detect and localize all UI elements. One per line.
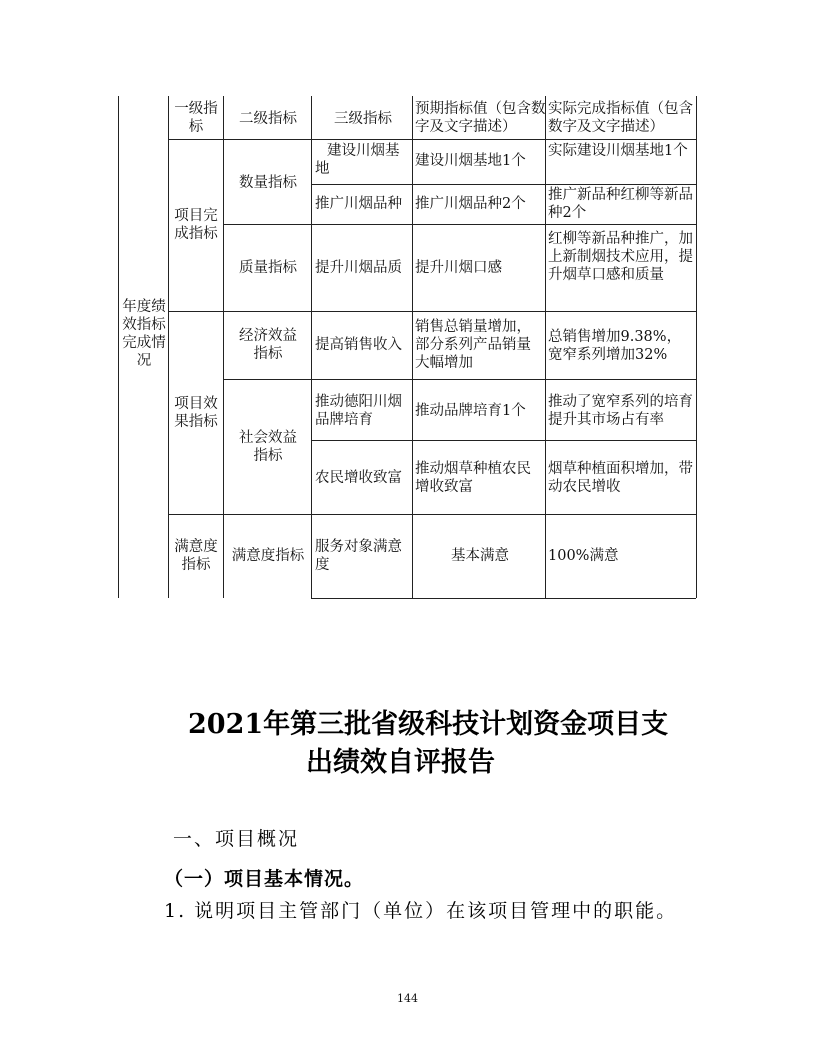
- header-level2: 二级指标: [239, 111, 297, 127]
- header-level3: 三级指标: [334, 111, 392, 127]
- row-expected: 推动品牌培育1个: [415, 403, 526, 419]
- section-heading: 一、项目概况: [173, 828, 300, 850]
- row-indicator: 推广川烟品种: [315, 196, 402, 212]
- row-actual: 红柳等新品种推广，加上新制烟技术应用，提升烟草口感和质量: [548, 231, 693, 283]
- row-indicator: 提高销售收入: [315, 337, 402, 353]
- header-expected: 预期指标值（包含数字及文字描述）: [415, 101, 546, 135]
- row-expected: 销售总销量增加，部分系列产品销量大幅增加: [415, 319, 531, 371]
- row-actual: 烟草种植面积增加，带动农民增收: [548, 461, 693, 495]
- numbered-item: 1. 说明项目主管部门（单位）在该项目管理中的职能。: [164, 900, 678, 922]
- row-expected: 提升川烟口感: [415, 260, 502, 276]
- subgroup-social: 社会效益指标: [239, 430, 297, 464]
- row-expected: 推动烟草种植农民增收致富: [415, 461, 531, 495]
- report-title-line2: 出绩效自评报告: [306, 747, 495, 778]
- subgroup-satisfaction: 满意度指标: [231, 548, 305, 564]
- row-indicator: 推动德阳川烟品牌培育: [315, 394, 402, 428]
- row-expected: 推广川烟品种2个: [415, 196, 526, 212]
- row-indicator: 服务对象满意度: [315, 539, 402, 573]
- subgroup-quantity: 数量指标: [239, 175, 297, 191]
- row-actual: 推广新品种红柳等新品种2个: [548, 187, 693, 221]
- row-indicator: 农民增收致富: [315, 470, 402, 486]
- row-actual: 推动了宽窄系列的培育提升其市场占有率: [548, 394, 693, 428]
- group-effect: 项目效果指标: [174, 396, 218, 430]
- group-completion: 项目完成指标: [174, 208, 218, 242]
- row-indicator: 提升川烟品质: [315, 260, 402, 276]
- table-category-label: 年度绩效指标完成情况: [122, 299, 166, 369]
- row-expected: 基本满意: [451, 548, 509, 564]
- header-actual: 实际完成指标值（包含数字及文字描述）: [548, 101, 693, 135]
- page-number: 144: [397, 992, 418, 1005]
- row-actual: 总销售增加9.38%，宽窄系列增加32%: [548, 329, 682, 363]
- group-satisfaction: 满意度指标: [174, 539, 218, 573]
- row-indicator: 建设川烟基地: [315, 143, 400, 177]
- subgroup-quality: 质量指标: [239, 260, 297, 276]
- subgroup-economic: 经济效益指标: [239, 328, 297, 362]
- row-actual: 100%满意: [548, 548, 619, 564]
- report-title-line1: 2021年第三批省级科技计划资金项目支: [188, 709, 669, 740]
- subsection-heading: （一）项目基本情况。: [164, 868, 365, 890]
- header-level1: 一级指标: [174, 101, 218, 135]
- row-expected: 建设川烟基地1个: [415, 153, 526, 169]
- row-actual: 实际建设川烟基地1个: [548, 143, 688, 159]
